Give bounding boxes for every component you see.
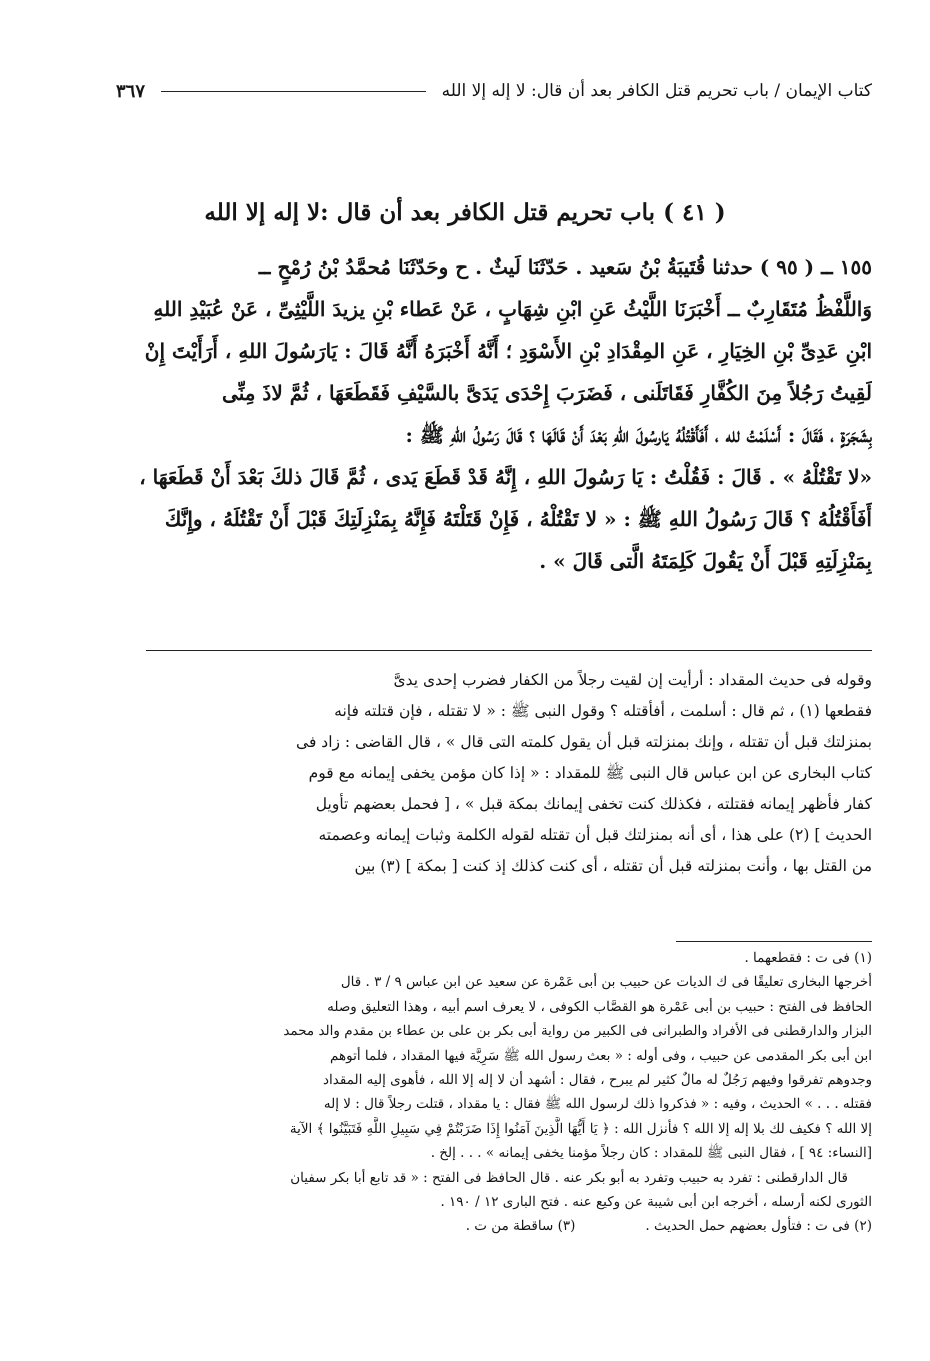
chapter-heading: ( ٤١ ) باب تحريم قتل الكافر بعد أن قال :لا إله إلا الله <box>204 199 726 227</box>
commentary-line: وقوله فى حديث المقداد : أرأيت إن لقيت رجلاً من الكفار فضرب إحدى يدىَّ <box>393 671 872 689</box>
footnotes <box>62 946 872 1239</box>
footnote-line: ابن أبى بكر المقدمى عن حبيب ، وفى أوله : « بعث رسول الله ﷺ سَرِيَّة فيها المقداد ، فلما أتوهم <box>330 1047 872 1064</box>
running-title: كتاب الإيمان / باب تحريم قتل الكافر بعد أن قال: لا إله إلا الله <box>441 81 872 101</box>
commentary-body <box>62 665 872 882</box>
footnote-line: البزار والدارقطنى فى الأفراد والطبرانى فى الكبير من رواية أبى بكر بن على بن عطاء بن مقدم والد محمد <box>283 1023 872 1040</box>
footnote-divider <box>676 941 872 942</box>
commentary-line: الحديث ] (٢) على هذا ، أى أنه بمنزلتك قبل أن تقتله لقوله الكلمة وثبات إيمانه وعصمته <box>318 826 872 844</box>
hadith-line: لَقِيتُ رَجُلاً مِنَ الكُفَّارِ فَقَاتَلَنى ، فَضَرَبَ إِحْدَى يَدَىَّ بالسَّيْفِ فَقَطَعَهَا ، ثُمَّ لاذَ مِنِّى <box>222 381 872 405</box>
footnote-line: [النساء: ٩٤ ] ، فقال النبى ﷺ للمقداد : كان رجلاً مؤمنا يخفى إيمانه » . . . إلخ . <box>430 1145 872 1162</box>
header-rule <box>161 91 426 92</box>
section-divider <box>146 650 872 651</box>
footnote-line: فقتله . . . » الحديث ، وفيه : « فذكروا ذلك لرسول الله ﷺ فقال : يا مقداد ، قتلت رجلاً قال : لا إله <box>323 1096 872 1113</box>
hadith-line: ابْنِ عَدِىِّ بْنِ الخِيَارِ ، عَنِ المِقْدَادِ بْنِ الأَسْوَدِ ؛ أَنَّهُ أَخْبَرَهُ أَنَّهُ قَالَ : يَارَسُولَ اللهِ ، أَرَأَيْتَ إِنْ <box>144 339 872 363</box>
commentary-line: كفار فأظهر إيمانه فقتلته ، فكذلك كنت تخفى إيمانك بمكة قبل » ، [ فحمل بعضهم تأويل <box>315 795 872 813</box>
hadith-line: «لا تَقْتُلْهُ » . قَالَ : فَقُلْتُ : يَا رَسُولَ اللهِ ، إِنَّهُ قَدْ قَطَعَ يَدى ، ثُمَّ قَالَ ذلكَ بَعْدَ أَنْ قَطَعَهَا ، <box>139 465 872 489</box>
hadith-body <box>62 246 872 582</box>
commentary-line: من القتل بها ، وأنت بمنزلته قبل أن تقتله ، أى كنت كذلك إذ كنت [ بمكة ] (٣) بين <box>354 857 872 875</box>
footnote-line: الثورى لكنه أرسله ، أخرجه ابن أبى شيبة عن وكيع عنه . فتح البارى ١٢ / ١٩٠ . <box>440 1194 872 1211</box>
footnote-line: قال الدارقطنى : تفرد به حبيب وتفرد به أبو بكر عنه . قال الحافظ فى الفتح : « قد تابع أبا بكر سفيان <box>290 1169 848 1186</box>
footnote-3: (٣) ساقطة من ت . <box>465 1218 576 1235</box>
commentary-line: فقطعها (١) ، ثم قال : أسلمت ، أفأقتله ؟ وقول النبى ﷺ : « لا تقتله ، فإن قتلته فإنه <box>334 702 872 720</box>
footnote-line: أخرجها البخارى تعليقًا فى ك الديات عن حبيب بن أبى عَمْرة عن سعيد عن ابن عباس ٩ / ٣ . قال <box>340 974 872 991</box>
footnote-line: إلا الله ؟ فكيف لك بلا إله إلا الله ؟ فأنزل الله : ﴿ يَا أَيُّهَا الَّذِينَ آمَنُوا إِذَا ضَرَبْتُمْ فِي سَبِيلِ اللَّهِ فَتَبَيَّنُوا ﴾ الآية <box>289 1120 872 1137</box>
footnote-pair <box>62 1214 872 1238</box>
hadith-line: بِمَنْزِلَتِهِ قَبْلَ أَنْ يَقُولَ كَلِمَتَهُ الَّتى قَالَ » . <box>539 549 872 573</box>
running-header <box>116 76 872 106</box>
commentary-line: بمنزلتك قبل أن تقتله ، وإنك بمنزلته قبل أن يقول كلمته التى قال » ، قال القاضى : زاد فى <box>296 733 872 751</box>
hadith-line: ١٥٥ ــ ( ٩٥ ) حدثنا قُتَيبَةُ بْنُ سَعيد . حَدّثَنَا لَيثٌ . ح وحَدّثَنَا مُحمَّدُ بْنُ رُمْحٍ ــ <box>258 255 872 279</box>
footnote-2: (٢) فى ت : فتأول بعضهم حمل الحديث . <box>645 1218 872 1235</box>
hadith-line: وَاللَّفْظُ مُتَقَارِبٌ ــ أَخْبَرَنَا اللَّيْثُ عَنِ ابْنِ شِهَابٍ ، عَنْ عَطاء بْنِ يزيدَ اللَّيْثِىِّ ، عَنْ عُبَيْدِ اللهِ <box>153 297 872 321</box>
commentary-line: كتاب البخارى عن ابن عباس قال النبى ﷺ للمقداد : « إذا كان مؤمن يخفى إيمانه مع قوم <box>308 764 872 782</box>
page-number: ٣٦٧ <box>116 80 146 102</box>
footnote-line: وجدوهم تفرقوا وفيهم رَجُلٌ له مالٌ كثير لم يبرح ، فقال : أشهد أن لا إله إلا الله ، فأهوى إليه المقداد <box>323 1072 872 1089</box>
footnote-line: (١) فى ت : فقطعهما . <box>744 950 872 966</box>
hadith-line: أَفَأَقْتُلُهُ ؟ قَالَ رَسُولُ اللهِ ﷺ : « لا تَقْتُلْهُ ، فَإِنْ قَتَلْتَهُ فَإِنَّهُ بِمَنْزِلَتِكَ قَبْلَ أَنْ تَقْتُلَهُ ، وإِنَّكَ <box>164 507 872 531</box>
footnote-line: الحافظ فى الفتح : حبيب بن أبى عَمْرة هو القصَّاب الكوفى ، لا يعرف اسم أبيه ، وهذا التعليق وصله <box>327 998 872 1015</box>
hadith-line: بِشَجَرَةٍ ، فَقَالَ : أَسْلَمْتُ لله ، أَفَأَقْتُلُهُ يَارسُولَ اللهِ بَعْدَ أَنْ قَالَهَا ؟ قَالَ رَسُولُ اللهِ ﷺ : <box>405 423 872 447</box>
